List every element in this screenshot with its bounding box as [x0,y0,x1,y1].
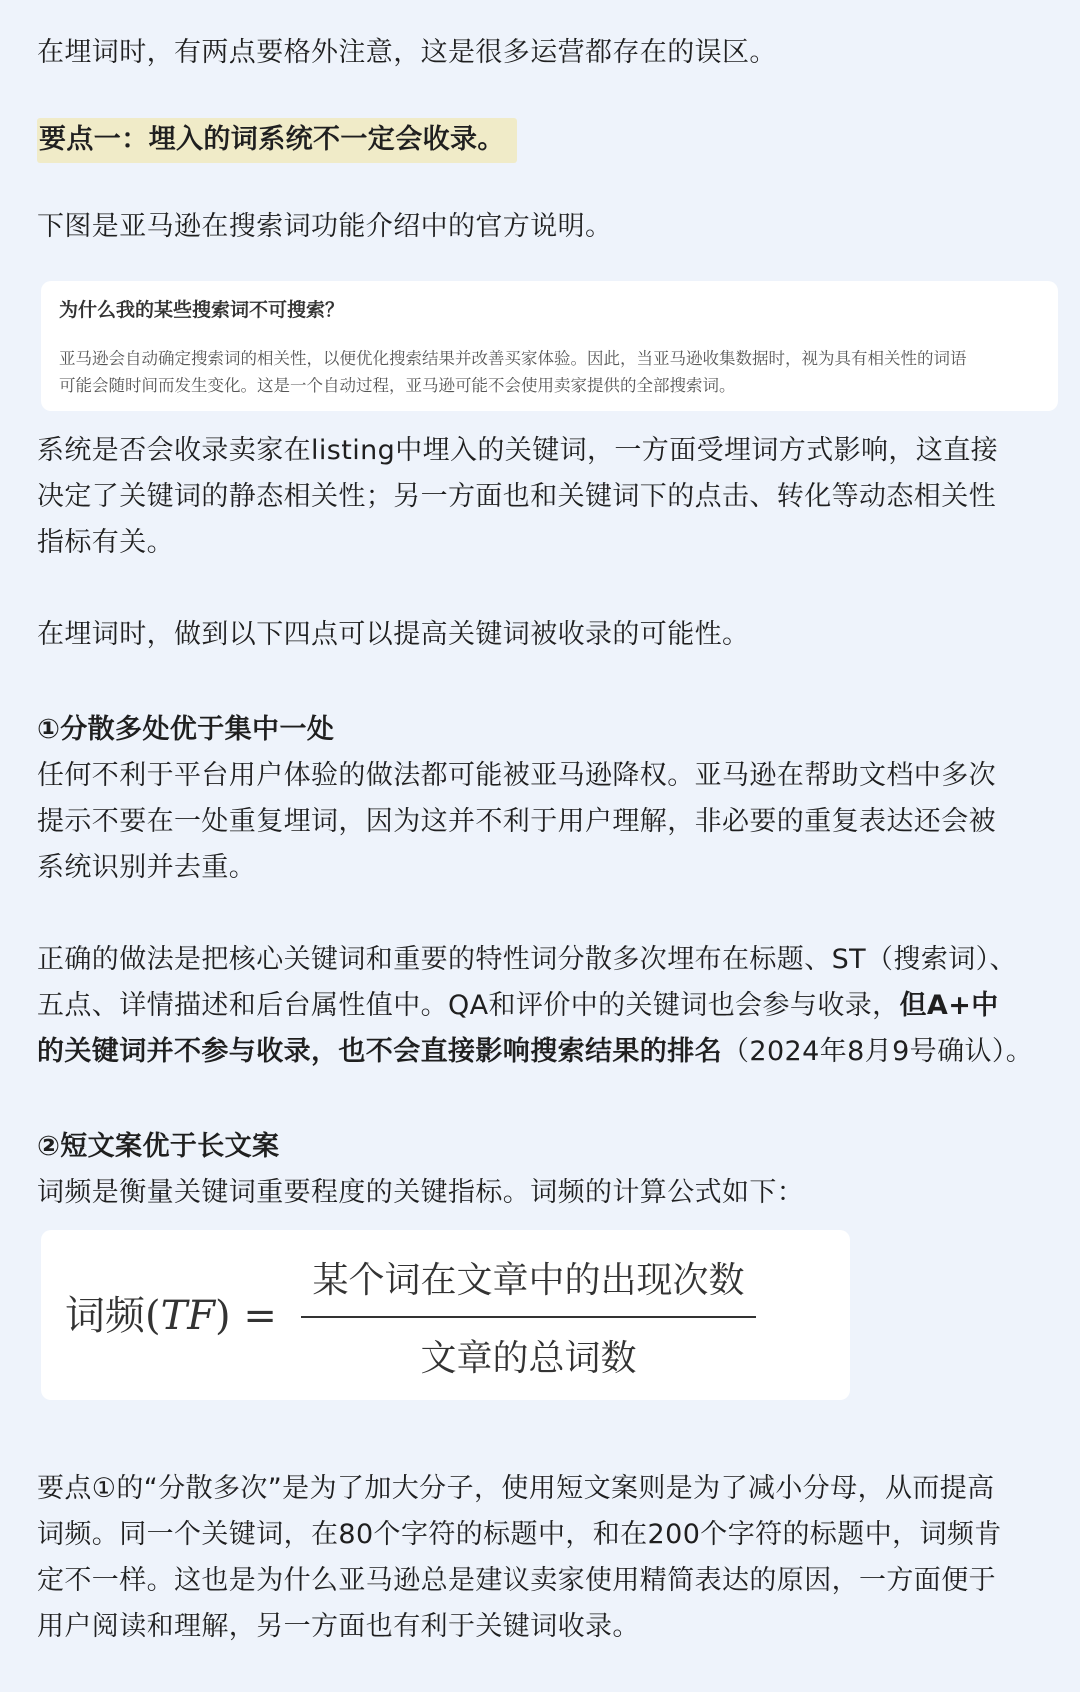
four-points-paragraph: 在埋词时，做到以下四点可以提高关键词被收录的可能性。 [37,619,750,650]
point-one-heading [37,117,517,163]
correct-method-bold: 但A+中 [899,990,999,1021]
section-1-line: 提示不要在一处重复埋词，因为这并不利于用户理解，非必要的重复表达还会被 [37,806,996,837]
faq-question: 为什么我的某些搜索词不可搜索？ [59,299,345,321]
correct-method-text: 五点、详情描述和后台属性值中。QA和评价中的关键词也会参与收录， [37,990,900,1021]
system-paragraph-line: 指标有关。 [37,527,174,558]
tf-formula-card [41,1230,850,1400]
faq-answer [59,345,967,399]
system-paragraph-line: 系统是否会收录卖家在listing中埋入的关键词，一方面受埋词方式影响，这直接 [37,435,999,466]
final-paragraph-line: 定不一样。这也是为什么亚马逊总是建议卖家使用精简表达的原因，一方面便于 [37,1565,996,1596]
system-paragraph-line: 决定了关键词的静态相关性；另一方面也和关键词下的点击、转化等动态相关性 [37,481,996,512]
intro-paragraph: 在埋词时，有两点要格外注意，这是很多运营都存在的误区。 [37,37,777,68]
formula-denominator: 文章的总词数 [420,1338,637,1379]
final-paragraph-line: 词频。同一个关键词，在80个字符的标题中，和在200个字符的标题中，词频肯 [37,1519,1002,1550]
formula-lhs: 词频(TF) = [65,1293,277,1339]
formula-numerator: 某个词在文章中的出现次数 [312,1260,745,1301]
formula-lhs-variable: TF [160,1293,216,1339]
section-1-line: 任何不利于平台用户体验的做法都可能被亚马逊降权。亚马逊在帮助文档中多次 [37,760,996,791]
correct-method-bold: 的关键词并不参与收录，也不会直接影响搜索结果的排名 [37,1036,722,1067]
final-paragraph-line: 用户阅读和理解，另一方面也有利于关键词收录。 [37,1611,640,1642]
correct-method-line: 正确的做法是把核心关键词和重要的特性词分散多次埋布在标题、ST（搜索词）、 [37,944,1017,975]
formula-lhs-label: 词频 [65,1293,145,1339]
section-2-line: 词频是衡量关键词重要程度的关键指标。词频的计算公式如下： [37,1177,805,1208]
correct-method-line [37,983,999,1029]
faq-screenshot-card [41,281,1058,411]
formula-fraction-bar [301,1316,756,1318]
faq-answer-line: 亚马逊会自动确定搜索词的相关性，以便优化搜索结果并改善买家体验。因此，当亚马逊收集数据时，视为具有相关性的词语 [59,349,967,368]
point-one-highlight: 要点一：埋入的词系统不一定会收录。 [37,118,517,163]
final-paragraph-line: 要点①的“分散多次”是为了加大分子，使用短文案则是为了减小分母，从而提高 [37,1473,995,1504]
figure-intro-paragraph: 下图是亚马逊在搜索词功能介绍中的官方说明。 [37,211,613,242]
tf-formula [41,1230,850,1400]
section-heading-1: ①分散多处优于集中一处 [37,714,335,745]
faq-answer-line: 可能会随时间而发生变化。这是一个自动过程，亚马逊可能不会使用卖家提供的全部搜索词。 [59,376,736,395]
correct-method-text: （2024年8月9号确认）。 [722,1036,1034,1067]
correct-method-line [37,1029,1033,1075]
section-1-line: 系统识别并去重。 [37,852,257,883]
section-heading-2: ②短文案优于长文案 [37,1131,280,1162]
